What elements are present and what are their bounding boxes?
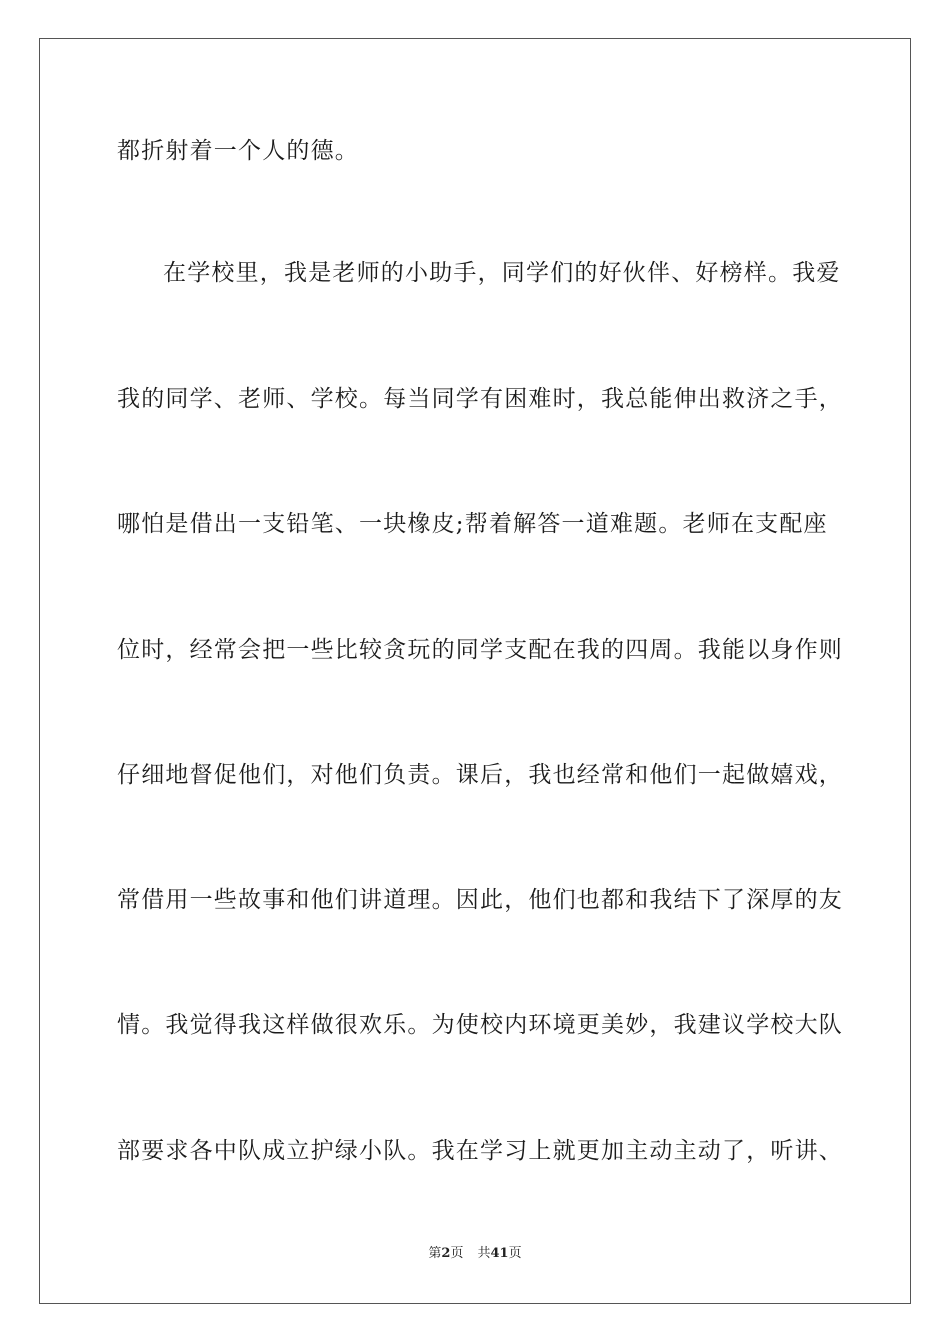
total-pages: 41 bbox=[490, 1246, 509, 1261]
text-line-5: 位时，经常会把一些比较贪玩的同学支配在我的四周。我能以身作则 bbox=[117, 637, 843, 663]
text-line-6: 仔细地督促他们，对他们负责。课后，我也经常和他们一起做嬉戏， bbox=[117, 762, 843, 788]
total-suffix: 页 bbox=[508, 1246, 522, 1261]
page-suffix: 页 bbox=[450, 1246, 464, 1261]
page-footer bbox=[0, 1246, 950, 1262]
page-number: 2 bbox=[441, 1246, 451, 1261]
total-prefix: 共 bbox=[477, 1246, 491, 1261]
text-line-1: 都折射着一个人的德。 bbox=[117, 138, 359, 164]
page-prefix: 第 bbox=[428, 1246, 442, 1261]
text-line-2-paragraph-start: 在学校里，我是老师的小助手，同学们的好伙伴、好榜样。我爱 bbox=[163, 260, 841, 286]
text-line-3: 我的同学、老师、学校。每当同学有困难时，我总能伸出救济之手， bbox=[117, 386, 843, 412]
text-line-9: 部要求各中队成立护绿小队。我在学习上就更加主动主动了，听讲、 bbox=[117, 1138, 843, 1164]
text-line-7: 常借用一些故事和他们讲道理。因此，他们也都和我结下了深厚的友 bbox=[117, 887, 843, 913]
page-border bbox=[39, 38, 911, 1304]
text-line-8: 情。我觉得我这样做很欢乐。为使校内环境更美妙，我建议学校大队 bbox=[117, 1012, 843, 1038]
text-line-4: 哪怕是借出一支铅笔、一块橡皮;帮着解答一道难题。老师在支配座 bbox=[117, 511, 828, 537]
